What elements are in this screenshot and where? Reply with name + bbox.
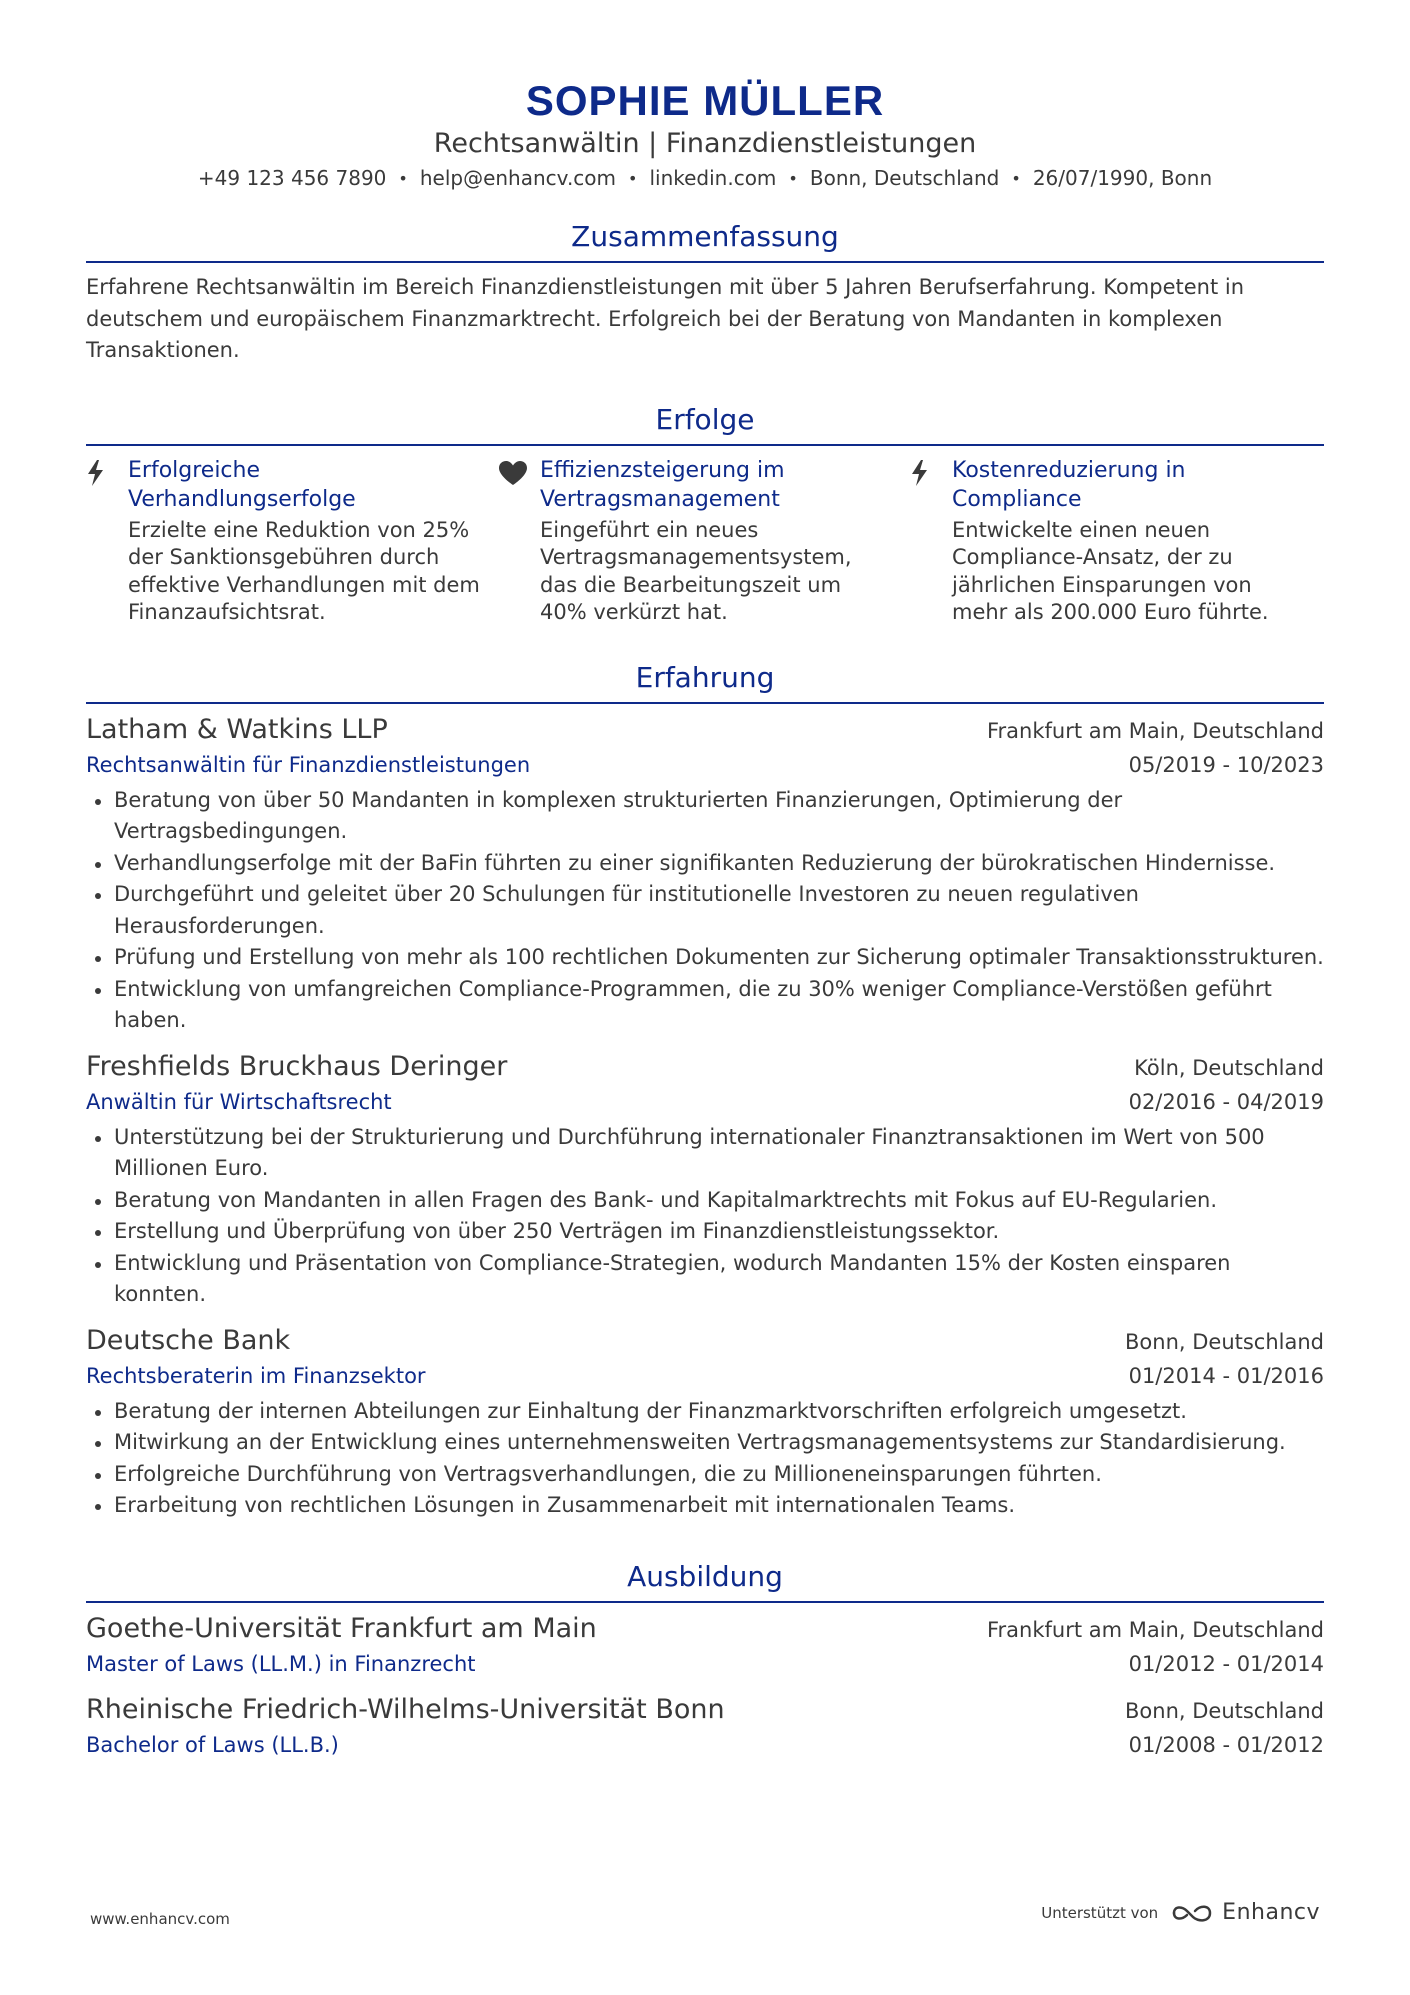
lightning-bolt-icon bbox=[910, 456, 952, 627]
school-location: Bonn, Deutschland bbox=[1125, 1698, 1324, 1723]
resume-header bbox=[86, 0, 1324, 194]
achievement-description: Eingeführt ein neues Vertragsmanagementsystem, das die Bearbeitungszeit um 40% verkürzt hat. bbox=[540, 517, 852, 624]
experience-entry bbox=[86, 1323, 1324, 1522]
bullet-item: Erstellung und Überprüfung von über 250 Verträgen im Finanzdienstleistungssektor. bbox=[86, 1216, 1324, 1248]
achievement-item bbox=[498, 456, 910, 627]
powered-by-text: Unterstützt von bbox=[1041, 1903, 1159, 1922]
achievement-title: Kostenreduzierung in Compliance bbox=[952, 457, 1186, 512]
summary-text: Erfahrene Rechtsanwältin im Bereich Finanzdienstleistungen mit über 5 Jahren Berufserfahrung. Kompetent in deutschem und europäischem Finanzmarktrecht. Erfolgreich bei der Beratung von Mandanten in komplexen Transaktionen. bbox=[86, 275, 1245, 362]
bullet-item: Entwicklung und Präsentation von Compliance-Strategien, wodurch Mandanten 15% der Kosten einsparen konnten. bbox=[86, 1248, 1324, 1311]
linkedin-link[interactable]: linkedin.com bbox=[649, 166, 777, 190]
achievement-title: Effizienzsteigerung im Vertragsmanagement bbox=[540, 457, 785, 512]
job-location: Frankfurt am Main, Deutschland bbox=[986, 718, 1324, 743]
achievement-item bbox=[86, 456, 498, 627]
bullet-item: Beratung von über 50 Mandanten in komplexen strukturierten Finanzierungen, Optimierung der Vertragsbedingungen. bbox=[86, 785, 1324, 848]
job-dates: 02/2016 - 04/2019 bbox=[1128, 1089, 1324, 1114]
job-dates: 01/2014 - 01/2016 bbox=[1128, 1363, 1324, 1388]
job-bullets bbox=[86, 1122, 1324, 1311]
bullet-item: Prüfung und Erstellung von mehr als 100 rechtlichen Dokumenten zur Sicherung optimaler Transaktionsstrukturen. bbox=[86, 942, 1324, 974]
bullet-item: Erarbeitung von rechtlichen Lösungen in Zusammenarbeit mit internationalen Teams. bbox=[86, 1490, 1324, 1522]
education-section bbox=[86, 1558, 1324, 1761]
achievement-description: Erzielte eine Reduktion von 25% der Sanktionsgebühren durch effektive Verhandlungen mit dem Finanzaufsichtsrat. bbox=[128, 517, 480, 624]
school-name: Goethe-Universität Frankfurt am Main bbox=[86, 1612, 597, 1644]
bullet-item: Beratung von Mandanten in allen Fragen des Bank- und Kapitalmarktrechts mit Fokus auf EU-Regularien. bbox=[86, 1185, 1324, 1217]
candidate-headline: Rechtsanwältin | Finanzdienstleistungen bbox=[433, 128, 977, 159]
bullet-item: Durchgeführt und geleitet über 20 Schulungen für institutionelle Investoren zu neuen regulativen Herausforderungen. bbox=[86, 879, 1324, 942]
bullet-item: Unterstützung bei der Strukturierung und Durchführung internationaler Finanztransaktionen im Wert von 500 Millionen Euro. bbox=[86, 1122, 1324, 1185]
bullet-item: Beratung der internen Abteilungen zur Einhaltung der Finanzmarktvorschriften erfolgreich umgesetzt. bbox=[86, 1396, 1324, 1428]
candidate-name: SOPHIE MÜLLER bbox=[525, 77, 885, 124]
bullet-item: Erfolgreiche Durchführung von Vertragsverhandlungen, die zu Millioneneinsparungen führten. bbox=[86, 1459, 1324, 1491]
achievement-item bbox=[910, 456, 1322, 627]
bullet-item: Verhandlungserfolge mit der BaFin führten zu einer signifikanten Reduzierung der bürokratischen Hindernisse. bbox=[86, 848, 1324, 880]
education-entry bbox=[86, 1611, 1324, 1680]
education-dates: 01/2012 - 01/2014 bbox=[1128, 1651, 1324, 1676]
job-role: Rechtsberaterin im Finanzsektor bbox=[86, 1363, 426, 1388]
contact-line bbox=[86, 164, 1324, 194]
degree-name: Bachelor of Laws (LL.B.) bbox=[86, 1732, 339, 1757]
section-title-summary: Zusammenfassung bbox=[86, 218, 1324, 263]
heart-icon bbox=[498, 456, 540, 627]
footer-website[interactable]: www.enhancv.com bbox=[90, 1910, 230, 1928]
experience-entry bbox=[86, 712, 1324, 1037]
resume-page bbox=[86, 0, 1324, 1761]
section-title-education: Ausbildung bbox=[86, 1558, 1324, 1603]
company-name: Deutsche Bank bbox=[86, 1324, 291, 1356]
job-location: Köln, Deutschland bbox=[1134, 1055, 1324, 1080]
bullet-separator: • bbox=[398, 169, 408, 188]
bullet-separator: • bbox=[628, 169, 638, 188]
section-title-achievements: Erfolge bbox=[86, 401, 1324, 446]
job-role: Anwältin für Wirtschaftsrecht bbox=[86, 1089, 392, 1114]
job-location: Bonn, Deutschland bbox=[1125, 1329, 1324, 1354]
achievement-title: Erfolgreiche Verhandlungserfolge bbox=[128, 457, 356, 512]
achievement-description: Entwickelte einen neuen Compliance-Ansatz, der zu jährlichen Einsparungen von mehr als 200.000 Euro führte. bbox=[952, 517, 1269, 624]
school-name: Rheinische Friedrich-Wilhelms-Universität Bonn bbox=[86, 1693, 725, 1725]
bullet-separator: • bbox=[788, 169, 798, 188]
company-name: Freshfields Bruckhaus Deringer bbox=[86, 1050, 508, 1082]
summary-section bbox=[86, 218, 1324, 367]
location-text: Bonn, Deutschland bbox=[809, 166, 1000, 190]
experience-entry bbox=[86, 1049, 1324, 1311]
email-link[interactable]: help@enhancv.com bbox=[419, 166, 617, 190]
bullet-item: Entwicklung von umfangreichen Compliance-Programmen, die zu 30% weniger Compliance-Verstößen geführt haben. bbox=[86, 974, 1324, 1037]
footer-branding bbox=[1041, 1900, 1320, 1925]
job-dates: 05/2019 - 10/2023 bbox=[1128, 752, 1324, 777]
job-role: Rechtsanwältin für Finanzdienstleistungen bbox=[86, 752, 531, 777]
achievements-row bbox=[86, 456, 1324, 627]
enhancv-brand-name: Enhancv bbox=[1222, 1900, 1320, 1925]
enhancv-logo-icon bbox=[1170, 1902, 1216, 1924]
company-name: Latham & Watkins LLP bbox=[86, 713, 388, 745]
degree-name: Master of Laws (LL.M.) in Finanzrecht bbox=[86, 1651, 476, 1676]
phone-number: +49 123 456 7890 bbox=[197, 166, 387, 190]
school-location: Frankfurt am Main, Deutschland bbox=[986, 1617, 1324, 1642]
experience-section bbox=[86, 659, 1324, 1522]
section-title-experience: Erfahrung bbox=[86, 659, 1324, 704]
job-bullets bbox=[86, 1396, 1324, 1522]
education-entry bbox=[86, 1692, 1324, 1761]
birth-info: 26/07/1990, Bonn bbox=[1032, 166, 1213, 190]
lightning-bolt-icon bbox=[86, 456, 128, 627]
bullet-item: Mitwirkung an der Entwicklung eines unternehmensweiten Vertragsmanagementsystems zur Standardisierung. bbox=[86, 1427, 1324, 1459]
job-bullets bbox=[86, 785, 1324, 1037]
bullet-separator: • bbox=[1011, 169, 1021, 188]
education-dates: 01/2008 - 01/2012 bbox=[1128, 1732, 1324, 1757]
achievements-section bbox=[86, 401, 1324, 627]
